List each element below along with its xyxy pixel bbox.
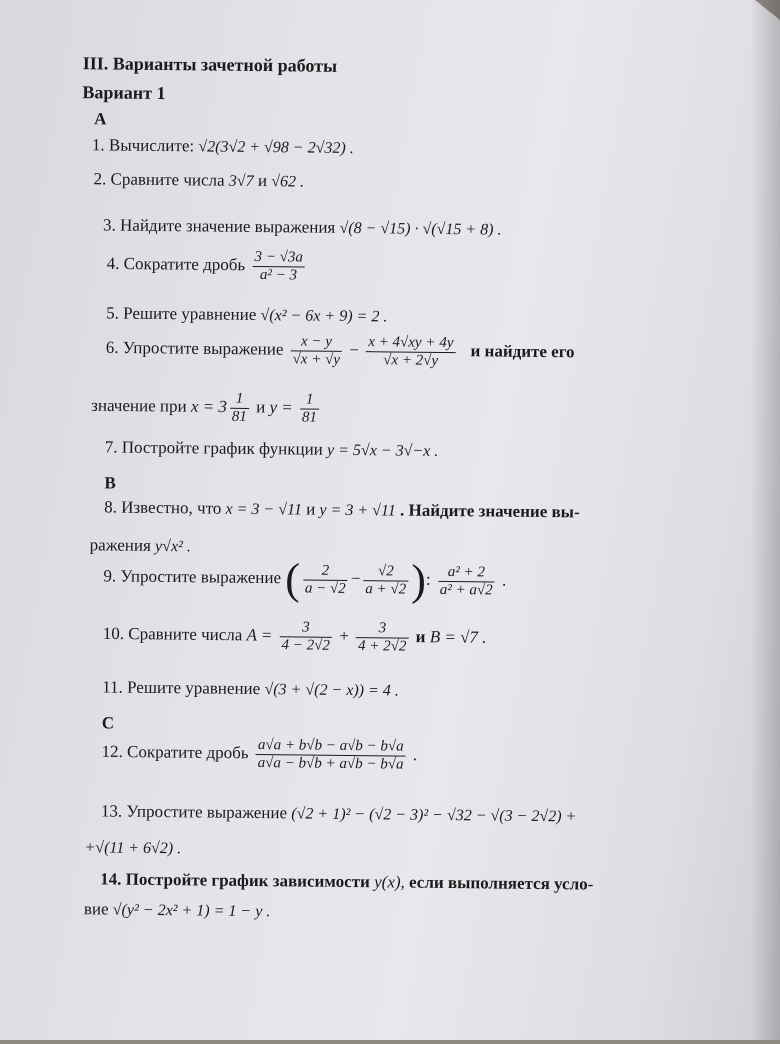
task-9-fraction-1-numerator: 2 [303,562,348,580]
task-8-y: y = 3 + √11 [319,501,396,520]
task-3-label: 3. Найдите значение выражения [102,215,336,237]
task-6-line-2 [91,389,322,426]
task-13-label: 13. Упростите выражение [100,801,288,823]
task-10-fraction-2-denominator: 4 + 2√2 [357,638,407,655]
task-6-x-fraction [230,391,249,426]
task-8-expression: y√x² . [155,537,191,556]
task-9-open-paren: ( [285,554,301,604]
task-6-fraction-2-numerator: x + 4√xy + 4y [366,334,455,353]
task-10-fraction-2 [356,620,409,656]
task-6-fraction-2-denominator: √x + 2√y [383,352,439,369]
task-14 [100,869,593,894]
task-10-fraction-1-numerator: 3 [280,619,333,638]
task-8 [104,497,580,522]
task-14-label: 14. Постройте график зависимости [100,869,371,892]
task-2-value-a: 3√7 [228,172,254,190]
task-9-colon: : [425,569,431,589]
task-2 [93,169,304,191]
task-9-fraction-3 [438,563,495,599]
task-14-line-2 [84,899,271,921]
task-9-fraction-2 [363,563,408,598]
task-9-label: 9. Упростите выражение [103,566,282,588]
task-2-value-b: √62 . [271,173,305,191]
task-6-fraction-1 [291,333,343,369]
task-10-fraction-1-denominator: 4 − 2√2 [281,637,330,654]
task-12-label: 12. Сократите дробь [101,741,249,763]
task-13-expression: (√2 + 1)² − (√2 − 3)² − √32 − √(3 − 2√2) + [291,805,577,826]
task-6-x-numerator: 1 [230,391,249,409]
task-5 [106,303,387,326]
task-3 [103,215,502,239]
task-4-fraction [252,249,305,285]
task-5-label: 5. Решите уравнение [106,303,257,325]
task-12-fraction [256,737,406,774]
task-6-line-2-label: значение при [91,395,187,416]
task-5-expression: √(x² − 6x + 9) = 2 . [260,307,388,326]
section-c-label: С [101,713,115,733]
task-14-tail: если выполняется усло- [408,872,594,894]
task-10-b: B = √7 . [429,627,487,647]
variant-title: Вариант 1 [82,82,166,104]
task-10-a: A = [246,625,273,645]
task-8-and: и [306,499,316,519]
task-9-fraction-3-denominator: a² + a√2 [439,581,493,598]
task-8-line-2 [90,535,191,556]
task-8-line-2-label: ражения [89,535,151,555]
task-12 [101,735,417,773]
task-9-fraction-1 [303,562,348,597]
task-13-line-2 [84,837,181,858]
task-10-fraction-2-numerator: 3 [356,620,409,639]
task-7 [105,437,439,460]
task-13 [101,801,577,826]
task-6-and: и [256,397,266,417]
task-6-y-denominator: 81 [301,409,318,426]
task-6-x-denominator: 81 [231,408,247,425]
section-b-label: В [104,473,116,493]
task-9-end: . [501,570,507,590]
task-4-denominator: a² − 3 [259,267,298,284]
task-12-numerator: a√a + b√b − a√b − b√a [256,737,406,757]
task-9-fraction-2-numerator: √2 [363,563,408,581]
task-9-fraction-2-denominator: a + √2 [365,580,407,598]
task-4-label: 4. Сократите дробь [106,253,246,275]
task-6-fraction-2 [366,334,455,370]
task-14-function: y(x), [374,872,405,892]
task-6-label: 6. Упростите выражение [105,337,284,359]
task-1 [92,135,354,158]
task-11-label: 11. Решите уравнение [102,677,261,699]
task-9-minus: − [350,568,361,589]
task-2-label: 2. Сравните числа [93,169,225,190]
task-13-expression-line-2: +√(11 + 6√2) . [84,839,182,858]
task-2-and: и [257,171,268,191]
task-12-end: . [412,745,418,765]
task-10-label: 10. Сравните числа [102,623,243,645]
task-6-y-fraction [300,391,319,426]
task-3-expression: √(8 − √15) · √(√15 + 8) . [339,219,502,239]
task-6-y-eq: y = [269,397,293,417]
section-a-label: А [94,109,107,129]
task-8-label: 8. Известно, что [104,497,222,518]
task-1-label: 1. Вычислите: [91,135,195,156]
task-6-fraction-1-denominator: √x + √y [292,351,341,368]
task-6-minus: − [349,340,360,360]
task-9-fraction-1-denominator: a − √2 [304,580,346,597]
task-14-line-2-label: вие [83,899,109,919]
task-6 [106,331,575,371]
task-4 [106,247,307,284]
task-6-x-eq: x = 3 [190,396,228,417]
task-6-tail: и найдите его [470,341,575,362]
task-6-fraction-1-numerator: x − y [291,333,343,352]
task-6-y-numerator: 1 [300,391,319,409]
task-11 [102,677,399,700]
task-9-close-paren: ) [411,555,427,605]
task-7-expression: y = 5√x − 3√−x . [326,441,439,460]
task-10-fraction-1 [279,619,332,655]
task-12-denominator: a√a − b√b + a√b − b√a [257,755,404,773]
task-10-plus: + [339,626,349,646]
task-14-expression: √(y² − 2x² + 1) = 1 − y . [112,901,271,921]
worksheet-title: III. Варианты зачетной работы [82,53,338,76]
task-9 [103,555,506,603]
task-10 [103,617,487,656]
task-11-expression: √(3 + √(2 − x)) = 4 . [264,681,399,700]
task-1-expression: √2(3√2 + √98 − 2√32) . [198,138,354,158]
task-4-numerator: 3 − √3a [252,249,305,268]
task-8-x: x = 3 − √11 [225,500,302,519]
task-10-and: и [415,627,426,647]
task-8-tail: . Найдите значение вы- [399,500,580,522]
task-7-label: 7. Постройте график функции [104,437,323,459]
task-9-fraction-3-numerator: a² + 2 [438,563,495,582]
